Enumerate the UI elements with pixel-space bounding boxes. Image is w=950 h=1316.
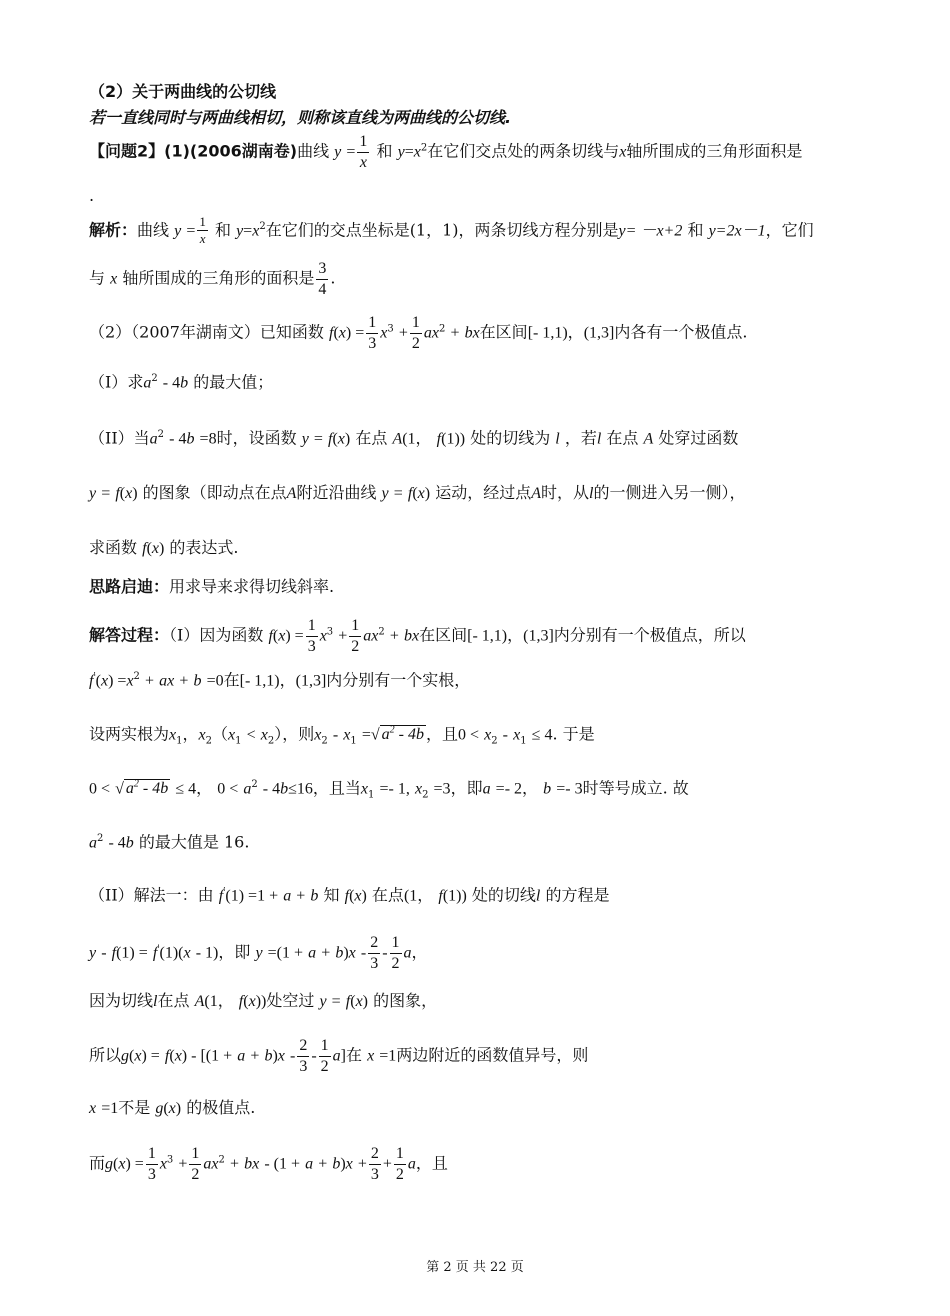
hint-line: 思路启迪：用求导来求得切线斜率. bbox=[89, 577, 335, 596]
page-footer: 第 2 页 共 22 页 bbox=[426, 1260, 524, 1275]
solution-1-line-2: 与 x 轴所围成的三角形的面积是 $\frac{3}{4}$ . bbox=[89, 260, 336, 298]
process-line-3: 设两实根为$x_1$，$x_2(x_1 < x_2)$，则$x_2 - x_1$ =√ $a^2 - 4b$ ，且$0 < x_2 - x_1 \le 4$. 于是 bbox=[89, 724, 595, 747]
method-1-line-6: 而g(x) = $\frac{1}{3}$ $x^3$ + $\frac{1}{2}$ $ax^2$ + bx - (1 + a + b)x + $\frac{2}{3}$ + $\frac{1}{2}$ a，且 bbox=[89, 1145, 448, 1183]
process-line-2: $f'(x) =x^2$ + ax + b =0在[- 1,1)，(1,3]内分别有一个实根， bbox=[89, 670, 471, 690]
section-heading: （2）关于两曲线的公切线 bbox=[89, 82, 277, 101]
method-1-line-1: （II）解法一：由 f′(1) =1 + a + b 知 f(x) 在点(1， f(1)) 处的切线l 的方程是 bbox=[89, 885, 610, 905]
problem-2-dot: . bbox=[89, 186, 95, 205]
question-1: （I）求$a^2 - 4b$ 的最大值； bbox=[89, 372, 274, 392]
solution-1-line-1: 解析：曲线 y = $\frac{1}{x}$ 和 $y=x^2$在它们的交点坐标是(1，1)，两条切线方程分别是y= －x+2 和 y=2x－1，它们 bbox=[89, 214, 814, 247]
problem-2-statement: 【问题2】(1)(2006湖南卷)曲线 y = $\frac{1}{x}$ 和 $y=x^2$在它们交点处的两条切线与x轴所围成的三角形面积是 bbox=[89, 133, 803, 171]
method-1-line-2: y - f(1) = f′(1)(x - 1)，即 y =(1 + a + b)x - $\frac{2}{3}$ - $\frac{1}{2}$ a， bbox=[89, 934, 428, 972]
definition-text: 若一直线同时与两曲线相切，则称该直线为两曲线的公切线. bbox=[89, 108, 512, 127]
process-line-4: 0 < √ $a^2 - 4b \le 4$， $0 < a^2 - 4b\le 16$，且当$x_1 =- 1$, $x_2 =3$，即a =- 2， b =- 3时等号成立. 故 bbox=[89, 778, 689, 801]
question-2-line-2: y = f(x) 的图象（即动点在点A附近沿曲线 y = f(x) 运动，经过点A时，从l的一侧进入另一侧）， bbox=[89, 483, 746, 502]
method-1-line-5: x =1不是 g(x) 的极值点. bbox=[89, 1098, 256, 1117]
part-2-statement: （2）（2007年湖南文）已知函数 f(x) = $\frac{1}{3}$ $x^3$ + $\frac{1}{2}$ $ax^2$ + bx在区间[- 1,1)，(1,3]内各有一个极值点. bbox=[89, 314, 748, 352]
process-line-1: 解答过程：（I）因为函数 f(x) = $\frac{1}{3}$ $x^3$ + $\frac{1}{2}$ $ax^2$ + bx在区间[- 1,1)，(1,3]内分别有一个极值点，所以 bbox=[89, 617, 746, 655]
question-2-line-1: （II）当$a^2 - 4b =8$时，设函数 y = f(x) 在点 A(1， f(1)) 处的切线为 l ，若l 在点 A 处穿过函数 bbox=[89, 428, 739, 448]
process-line-5: $a^2 - 4b$ 的最大值是 16. bbox=[89, 832, 250, 852]
method-1-line-4: 所以g(x) = f(x) - [(1 + a + b)x - $\frac{2}{3}$ - $\frac{1}{2}$ a]在 x =1两边附近的函数值异号，则 bbox=[89, 1037, 589, 1075]
question-2-line-3: 求函数 f(x) 的表达式. bbox=[89, 538, 239, 557]
method-1-line-3: 因为切线l在点 A(1， f(x))处空过 y = f(x) 的图象， bbox=[89, 991, 438, 1010]
